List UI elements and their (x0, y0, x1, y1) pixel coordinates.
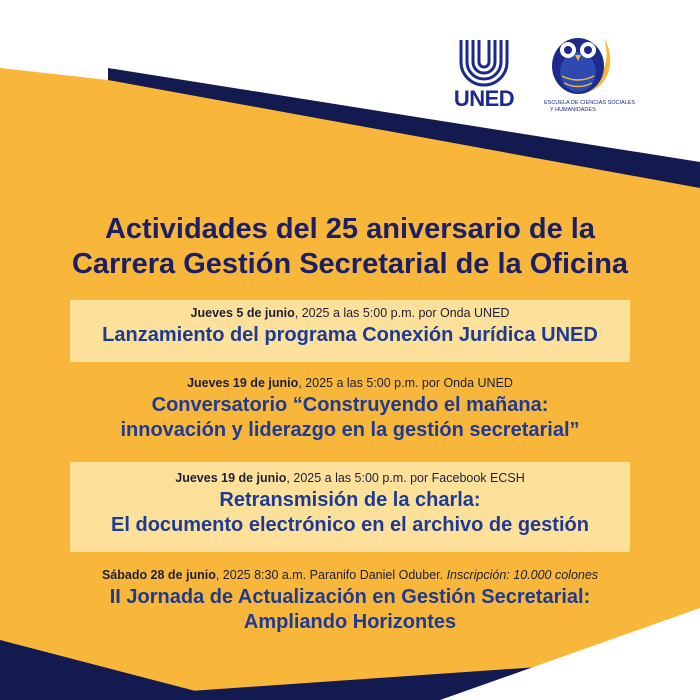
event-4-title-line2: Ampliando Horizontes (243, 611, 457, 633)
uned-logo-icon (453, 28, 515, 88)
event-1-title: Lanzamiento del programa Conexión Jurídica UNED (102, 324, 598, 346)
ecsh-logo (542, 28, 642, 114)
ecsh-text-line1: ESCUELA DE CIENCIAS SOCIALES (544, 100, 636, 106)
event-3-title (70, 488, 630, 538)
title-line1: Actividades del 25 aniversario de la (104, 213, 595, 245)
event-4-details: , 2025 8:30 a.m. Paranifo Daniel Oduber. (215, 568, 447, 582)
event-4-title (40, 585, 660, 635)
event-2-meta (70, 370, 630, 390)
title-line2: Carrera Gestión Secretarial de la Oficina (71, 247, 629, 280)
event-1-details: , 2025 a las 5:00 p.m. por Onda UNED (294, 306, 510, 320)
event-4 (40, 562, 660, 642)
ecsh-text-line2: Y HUMANIDADES (550, 106, 596, 113)
ecsh-logo-text (544, 100, 635, 114)
event-3 (70, 462, 630, 552)
event-2-date: Jueves 19 de junio (187, 376, 299, 390)
uned-logo (448, 28, 520, 112)
event-2-title-line1: Conversatorio “Construyendo el mañana: (151, 394, 549, 416)
owl-logo-icon (542, 28, 622, 98)
event-3-title-line2: El documento electrónico en el archivo de gestión (111, 514, 589, 536)
event-2-title (70, 393, 630, 443)
event-1-meta (70, 300, 630, 320)
event-3-title-line1: Retransmisión de la charla: (219, 489, 481, 511)
event-1 (70, 300, 630, 362)
logo-group (448, 28, 642, 114)
event-2 (70, 370, 630, 452)
event-3-date: Jueves 19 de junio (175, 471, 287, 485)
event-1-date: Jueves 5 de junio (190, 306, 295, 320)
event-3-meta (70, 462, 630, 485)
event-2-details: , 2025 a las 5:00 p.m. por Onda UNED (298, 376, 513, 390)
event-4-note: Inscripción: 10.000 colones (446, 568, 599, 582)
event-2-title-line2: innovación y liderazgo en la gestión secretarial” (120, 419, 580, 441)
event-4-meta (40, 562, 660, 582)
event-3-details: , 2025 a las 5:00 p.m. por Facebook ECSH (286, 471, 525, 485)
event-4-title-line1: II Jornada de Actualización en Gestión Secretarial: (109, 586, 591, 608)
page-title (0, 212, 700, 282)
uned-logo-text: UNED (453, 86, 515, 111)
event-4-date: Sábado 28 de junio (101, 568, 216, 582)
